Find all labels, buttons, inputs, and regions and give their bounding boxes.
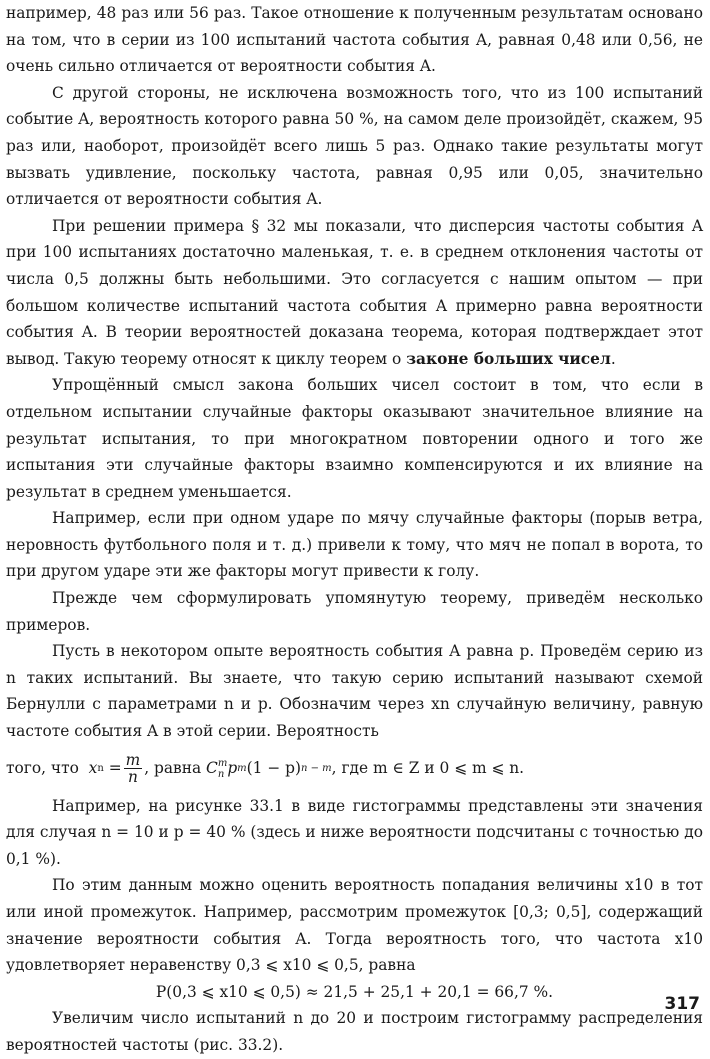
formula-C: C bbox=[206, 759, 218, 778]
paragraph-1: например, 48 раз или 56 раз. Такое отношение к полученным результатам основано на том, что в серии из 100 испытаний частота события A, равная 0,48 или 0,56, не очень сильно отличается от вероятности события A. bbox=[6, 4, 703, 76]
paragraph-8: Например, на рисунке 33.1 в виде гистограммы представлены эти значения для случая n = 10 и p = 40 % (здесь и ниже вероятности подсчитаны с точностью до 0,1 %). bbox=[6, 796, 703, 868]
formula-eq: = bbox=[108, 759, 122, 778]
paragraph-9: По этим данным можно оценить вероятность попадания величины x10 в тот или иной промежуток. Например, рассмотрим промежуток [0,3; 0,5], содержащий значение вероятности события A. Тогда вероятность того, что частота x10 удовлетворяет неравенству 0,3 ⩽ x10 ⩽ 0,5, равна bbox=[6, 876, 703, 975]
formula-prefix: того, что bbox=[6, 759, 79, 778]
formula-p: p bbox=[227, 759, 238, 778]
paragraph-3-text: При решении примера § 32 мы показали, что дисперсия частоты события A при 100 испытаниях достаточно маленькая, т. е. в среднем отклонения частоты от числа 0,5 должны быть небольшими. Это согласуется с нашим опытом — при большом количестве испытаний частота события A примерно равна вероятности события A. В теории вероятностей доказана теорема, которая подтверждает этот вывод. Такую теорему относят к циклу теорем о bbox=[6, 216, 703, 368]
paragraph-4: Упрощённый смысл закона больших чисел состоит в том, что если в отдельном испытании случайные факторы оказывают значительное влияние на результат испытания, то при многократном повторении одного и того же испытания эти случайные факторы взаимно компенсируются и их влияние на результат в среднем уменьшается. bbox=[6, 376, 703, 501]
paragraph-2: С другой стороны, не исключена возможность того, что из 100 испытаний событие A, вероятность которого равна 50 %, на самом деле произойдёт, скажем, 95 раз или, наоборот, произойдёт всего лишь 5 раз. Однако такие результаты могут вызвать удивление, поскольку частота, равная 0,95 или 0,05, значительно отличается от вероятности события A. bbox=[6, 83, 703, 209]
law-of-large-numbers-term: законе больших чисел bbox=[406, 349, 611, 368]
formula-suffix: , где m ∈ Z и 0 ⩽ m ⩽ n. bbox=[331, 759, 525, 778]
paragraph-6: Прежде чем сформулировать упомянутую теорему, приведём несколько примеров. bbox=[6, 589, 703, 634]
fraction-numerator: m bbox=[125, 751, 141, 770]
formula-x: x bbox=[88, 759, 98, 778]
formula-mid: , равна bbox=[144, 759, 202, 778]
paragraph-3-end: . bbox=[610, 349, 616, 368]
page-body bbox=[6, 0, 703, 1059]
bernoulli-formula-line: того, что x n = $\frac{m}{n}$ , равна C m n p m (1 − p) n − m , где m ∈ Z и 0 ⩽ m ⩽ n. bbox=[6, 751, 525, 787]
paragraph-7: Пусть в некотором опыте вероятность события A равна p. Проведём серию из n таких испытаний. Вы знаете, что такую серию испытаний называют схемой Бернулли с параметрами n и p. Обозначим через xn случайную величину, равную частоте события A в этой серии. Вероятность bbox=[6, 642, 703, 741]
formula-C-sub: n bbox=[217, 768, 225, 780]
paragraph-9-formula: P(0,3 ⩽ x10 ⩽ 0,5) ≈ 21,5 + 25,1 + 20,1 = 66,7 %. bbox=[155, 982, 554, 1001]
formula-paren: (1 − p) bbox=[246, 759, 301, 778]
paragraph-10: Увеличим число испытаний n до 20 и построим гистограмму распределения вероятностей частоты (рис. 33.2). bbox=[6, 1009, 703, 1054]
fraction-m-over-n bbox=[124, 752, 143, 785]
page-number: 317 bbox=[664, 994, 700, 1014]
paragraph-5: Например, если при одном ударе по мячу случайные факторы (порыв ветра, неровность футбольного поля и т. д.) привели к тому, что мяч не попал в ворота, то при другом ударе эти же факторы могут привести к голу. bbox=[6, 509, 703, 581]
fraction-denominator: n bbox=[127, 768, 138, 787]
paragraph-3 bbox=[6, 213, 703, 373]
formula-C-sup: m bbox=[217, 757, 228, 769]
